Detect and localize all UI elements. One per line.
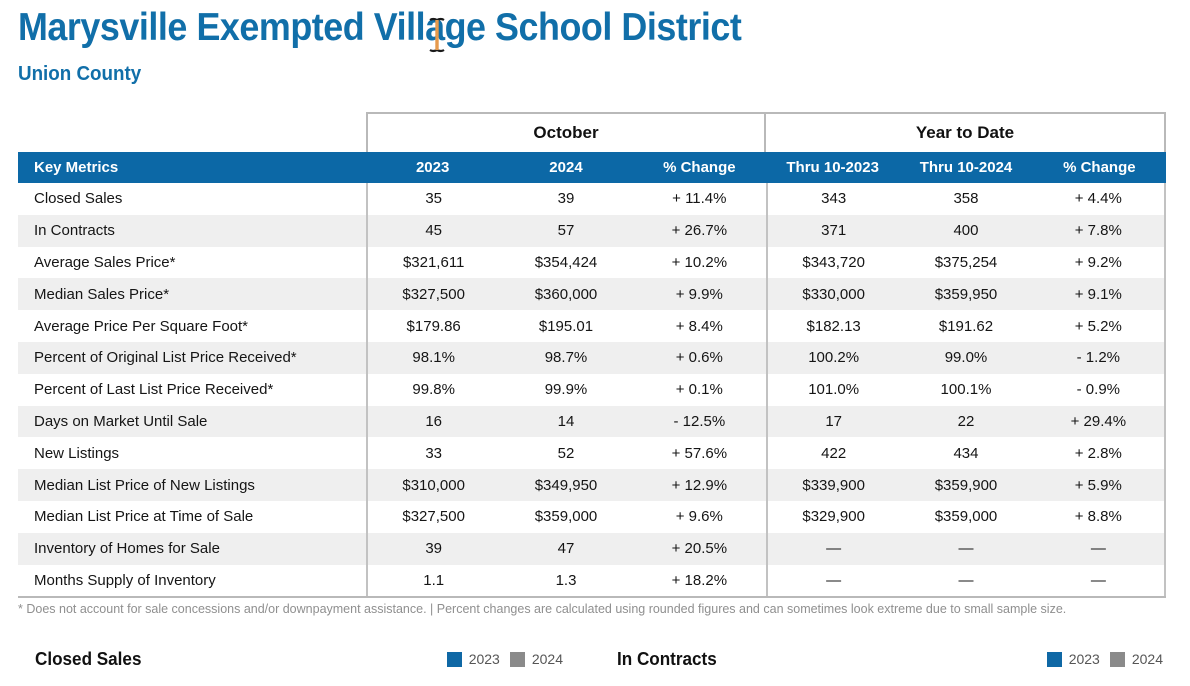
metric-cell: Inventory of Homes for Sale bbox=[34, 540, 220, 558]
value-cell: $339,900 bbox=[766, 469, 899, 501]
value-cell: $359,000 bbox=[534, 508, 598, 526]
metric-cell: Median List Price of New Listings bbox=[34, 476, 255, 494]
value-cell: + 57.6% bbox=[671, 444, 728, 462]
legend-swatch-2024-icon bbox=[510, 652, 525, 667]
value-cell: 400 bbox=[953, 222, 979, 240]
value-cell: + 8.8% bbox=[1033, 501, 1166, 533]
metric-cell: New Listings bbox=[34, 444, 120, 462]
value-cell: — bbox=[958, 571, 974, 589]
in-contracts-legend bbox=[1047, 651, 1163, 667]
section-title-closed-sales: Closed Sales bbox=[35, 648, 142, 669]
value-cell: + 26.7% bbox=[671, 222, 728, 240]
metric-cell: Median Sales Price* bbox=[34, 285, 170, 303]
value-cell: 358 bbox=[953, 190, 979, 208]
value-cell: $327,500 bbox=[366, 501, 499, 533]
table-row bbox=[18, 533, 1166, 565]
value-cell: $191.62 bbox=[938, 317, 994, 335]
value-cell: 22 bbox=[957, 412, 975, 430]
value-cell: 52 bbox=[557, 444, 575, 462]
legend-label: 2024 bbox=[531, 651, 563, 667]
value-cell: 98.1% bbox=[366, 342, 499, 374]
value-cell: + 9.6% bbox=[675, 508, 723, 526]
metric-cell: Percent of Last List Price Received* bbox=[34, 381, 274, 399]
value-cell: 39 bbox=[557, 190, 575, 208]
legend-label: 2023 bbox=[1068, 651, 1100, 667]
value-cell: 35 bbox=[366, 183, 499, 215]
legend-item-2024 bbox=[1110, 651, 1163, 667]
value-cell: + 9.9% bbox=[675, 285, 723, 303]
table-header-row bbox=[18, 152, 1166, 183]
legend-item-2023 bbox=[447, 651, 500, 667]
metric-cell: Average Sales Price* bbox=[34, 253, 176, 271]
value-cell: 100.2% bbox=[766, 342, 899, 374]
value-cell: 39 bbox=[366, 533, 499, 565]
column-header-thru-10-2024: Thru 10-2024 bbox=[919, 159, 1013, 176]
table-row bbox=[18, 374, 1166, 406]
value-cell: — bbox=[1033, 565, 1166, 597]
table-body bbox=[18, 183, 1166, 598]
metric-cell: Average Price Per Square Foot* bbox=[34, 317, 249, 335]
column-header-2024: 2024 bbox=[549, 159, 583, 176]
value-cell: $195.01 bbox=[538, 317, 594, 335]
value-cell: — bbox=[766, 565, 899, 597]
column-header-pct-change-october: % Change bbox=[663, 159, 736, 176]
metric-cell: Closed Sales bbox=[34, 190, 123, 208]
metric-cell: Months Supply of Inventory bbox=[34, 571, 216, 589]
value-cell: 33 bbox=[366, 437, 499, 469]
table-row bbox=[18, 501, 1166, 533]
value-cell: - 12.5% bbox=[673, 412, 726, 430]
column-header-thru-10-2023: Thru 10-2023 bbox=[786, 159, 879, 176]
column-header-pct-change-ytd: % Change bbox=[1063, 159, 1136, 176]
table-row bbox=[18, 183, 1166, 215]
value-cell: 101.0% bbox=[766, 374, 899, 406]
value-cell: $310,000 bbox=[366, 469, 499, 501]
value-cell: $360,000 bbox=[534, 285, 598, 303]
column-header-2023: 2023 bbox=[415, 159, 450, 176]
table-row bbox=[18, 278, 1166, 310]
value-cell: 343 bbox=[766, 183, 899, 215]
value-cell: $182.13 bbox=[766, 310, 899, 342]
footnote: * Does not account for sale concessions and/or downpayment assistance. | Percent changes are calculated using rounded figures and can sometimes look extreme due to small sample size. bbox=[18, 602, 1067, 616]
value-cell: 1.3 bbox=[555, 571, 577, 589]
page-title: Marysville Exempted Village School District bbox=[18, 6, 742, 49]
value-cell: — bbox=[766, 533, 899, 565]
section-title-in-contracts: In Contracts bbox=[617, 648, 717, 669]
legend-item-2023 bbox=[1047, 651, 1100, 667]
value-cell: 98.7% bbox=[544, 349, 588, 367]
page-subtitle: Union County bbox=[18, 63, 142, 85]
value-cell: + 10.2% bbox=[671, 253, 728, 271]
value-cell: + 12.9% bbox=[671, 476, 728, 494]
value-cell: + 4.4% bbox=[1033, 183, 1166, 215]
legend-label: 2024 bbox=[1131, 651, 1163, 667]
value-cell: + 5.9% bbox=[1033, 469, 1166, 501]
value-cell: $329,900 bbox=[766, 501, 899, 533]
value-cell: 45 bbox=[366, 215, 499, 247]
value-cell: 1.1 bbox=[366, 565, 499, 597]
value-cell: - 0.9% bbox=[1033, 374, 1166, 406]
value-cell: + 11.4% bbox=[672, 190, 727, 208]
value-cell: + 9.2% bbox=[1033, 247, 1166, 279]
value-cell: $321,611 bbox=[366, 247, 499, 279]
value-cell: 434 bbox=[953, 444, 979, 462]
group-header-october: October bbox=[366, 112, 766, 152]
value-cell: 57 bbox=[557, 222, 575, 240]
table-row bbox=[18, 469, 1166, 501]
chart-section-headers bbox=[0, 642, 1190, 676]
metric-cell: Percent of Original List Price Received* bbox=[34, 349, 297, 367]
value-cell: — bbox=[1033, 533, 1166, 565]
value-cell: - 1.2% bbox=[1033, 342, 1166, 374]
value-cell: $179.86 bbox=[366, 310, 499, 342]
legend-swatch-2023-icon bbox=[1047, 652, 1062, 667]
value-cell: 16 bbox=[366, 406, 499, 438]
value-cell: $359,900 bbox=[934, 476, 998, 494]
key-metrics-table bbox=[18, 112, 1166, 598]
table-row bbox=[18, 406, 1166, 438]
value-cell: + 2.8% bbox=[1033, 437, 1166, 469]
value-cell: $359,950 bbox=[934, 285, 998, 303]
table-row bbox=[18, 342, 1166, 374]
value-cell: $349,950 bbox=[534, 476, 598, 494]
value-cell: 100.1% bbox=[940, 381, 992, 399]
value-cell: + 0.6% bbox=[675, 349, 723, 367]
table-group-header-row bbox=[18, 112, 1166, 152]
value-cell: 99.9% bbox=[544, 381, 588, 399]
closed-sales-legend bbox=[447, 651, 563, 667]
value-cell: + 18.2% bbox=[671, 571, 728, 589]
legend-label: 2023 bbox=[468, 651, 500, 667]
value-cell: $375,254 bbox=[934, 253, 998, 271]
value-cell: + 9.1% bbox=[1033, 278, 1166, 310]
legend-swatch-2023-icon bbox=[447, 652, 462, 667]
value-cell: + 7.8% bbox=[1033, 215, 1166, 247]
value-cell: $330,000 bbox=[766, 278, 899, 310]
legend-swatch-2024-icon bbox=[1110, 652, 1125, 667]
table-row bbox=[18, 437, 1166, 469]
closed-sales-section-header bbox=[0, 642, 595, 676]
value-cell: + 0.1% bbox=[675, 381, 723, 399]
value-cell: 371 bbox=[766, 215, 899, 247]
column-header-key-metrics: Key Metrics bbox=[34, 159, 119, 176]
group-header-year-to-date: Year to Date bbox=[766, 112, 1166, 152]
table-row bbox=[18, 310, 1166, 342]
value-cell: + 8.4% bbox=[675, 317, 723, 335]
value-cell: 14 bbox=[557, 412, 575, 430]
legend-item-2024 bbox=[510, 651, 563, 667]
value-cell: 422 bbox=[766, 437, 899, 469]
table-row bbox=[18, 215, 1166, 247]
value-cell: 17 bbox=[766, 406, 899, 438]
in-contracts-section-header bbox=[595, 642, 1190, 676]
value-cell: $327,500 bbox=[366, 278, 499, 310]
text-cursor-icon bbox=[428, 17, 446, 53]
value-cell: $343,720 bbox=[766, 247, 899, 279]
value-cell: + 20.5% bbox=[671, 540, 728, 558]
table-row bbox=[18, 565, 1166, 597]
table-row bbox=[18, 247, 1166, 279]
value-cell: + 29.4% bbox=[1033, 406, 1166, 438]
metric-cell: In Contracts bbox=[34, 222, 115, 240]
value-cell: $359,000 bbox=[934, 508, 998, 526]
value-cell: — bbox=[958, 540, 974, 558]
value-cell: 47 bbox=[557, 540, 575, 558]
group-header-spacer bbox=[18, 112, 366, 152]
value-cell: 99.0% bbox=[944, 349, 988, 367]
value-cell: $354,424 bbox=[534, 253, 598, 271]
metric-cell: Median List Price at Time of Sale bbox=[34, 508, 254, 526]
value-cell: + 5.2% bbox=[1033, 310, 1166, 342]
value-cell: 99.8% bbox=[366, 374, 499, 406]
metric-cell: Days on Market Until Sale bbox=[34, 412, 208, 430]
